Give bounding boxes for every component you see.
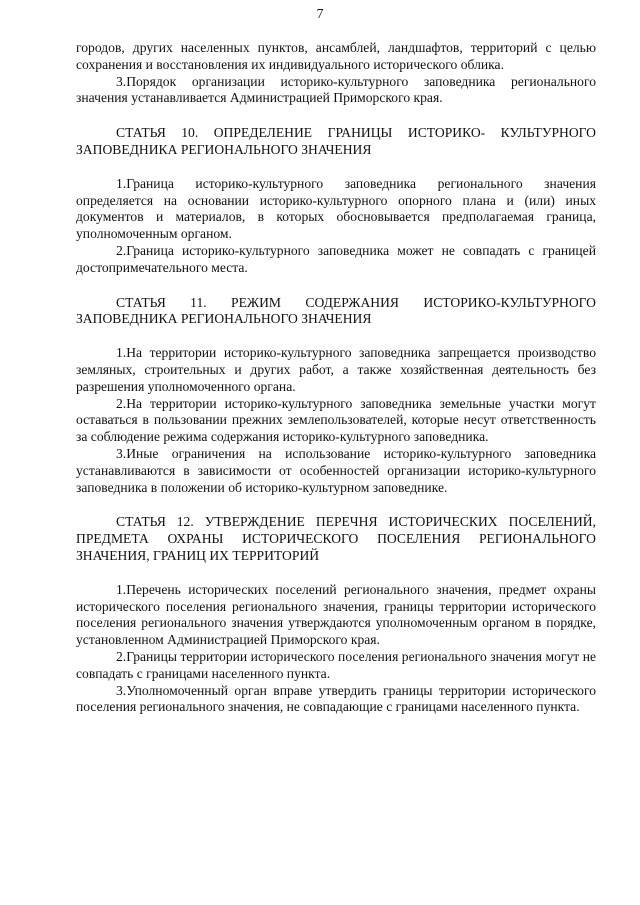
article-11 bbox=[76, 295, 596, 497]
article-11-paragraph-2: 2.На территории историко-культурного заповедника земельные участки могут оставаться в пользовании прежних землепользователей, которые несут ответственность за соблюдение режима содержания историко-культурного заповедника. bbox=[76, 395, 596, 445]
article-12-paragraph-2: 2.Границы территории исторического поселения регионального значения могут не совпадать с границами населенного пункта. bbox=[76, 648, 596, 681]
article-12-paragraph-1: 1.Перечень исторических поселений регионального значения, предмет охраны исторического поселения регионального значения, границы территории исторического поселения регионального значения утверждаются уполномоченным органом в порядке, установленном Администрацией Приморского края. bbox=[76, 581, 596, 648]
article-11-heading: СТАТЬЯ 11. РЕЖИМ СОДЕРЖАНИЯ ИСТОРИКО-КУЛЬТУРНОГО ЗАПОВЕДНИКА РЕГИОНАЛЬНОГО ЗНАЧЕНИЯ bbox=[76, 294, 596, 327]
document-body bbox=[76, 40, 596, 716]
article-11-paragraph-3: 3.Иные ограничения на использование историко-культурного заповедника устанавливаются в зависимости от особенностей организации историко-культурного заповедника в положении об историко-культурном заповеднике. bbox=[76, 445, 596, 495]
article-11-paragraph-1: 1.На территории историко-культурного заповедника запрещается производство земляных, строительных и других работ, а также хозяйственная деятельность без разрешения уполномоченного органа. bbox=[76, 345, 596, 394]
article-10-heading: СТАТЬЯ 10. ОПРЕДЕЛЕНИЕ ГРАНИЦЫ ИСТОРИКО- КУЛЬТУРНОГО ЗАПОВЕДНИКА РЕГИОНАЛЬНОГО ЗНАЧЕНИЯ bbox=[76, 125, 596, 157]
article-10-paragraph-2: 2.Граница историко-культурного заповедника может не совпадать с границей достопримечательного места. bbox=[76, 242, 596, 275]
article-12-heading: СТАТЬЯ 12. УТВЕРЖДЕНИЕ ПЕРЕЧНЯ ИСТОРИЧЕСКИХ ПОСЕЛЕНИЙ, ПРЕДМЕТА ОХРАНЫ ИСТОРИЧЕСКОГО ПОСЕЛЕНИЯ РЕГИОНАЛЬНОГО ЗНАЧЕНИЯ, ГРАНИЦ ИХ ТЕРРИТОРИЙ bbox=[76, 514, 596, 563]
intro-paragraph-2: 3.Порядок организации историко-культурного заповедника регионального значения устанавливается Администрацией Приморского края. bbox=[76, 73, 596, 106]
intro-paragraph-1: городов, других населенных пунктов, ансамблей, ландшафтов, территорий с целью сохранения и восстановления их индивидуального исторического облика. bbox=[76, 40, 596, 72]
article-12 bbox=[76, 514, 596, 716]
page-number: 7 bbox=[316, 6, 324, 21]
article-12-paragraph-3: 3.Уполномоченный орган вправе утвердить границы территории исторического поселения регионального значения, не совпадающие с границами населенного пункта. bbox=[76, 682, 596, 715]
article-10-paragraph-1: 1.Граница историко-культурного заповедника регионального значения определяется на основании историко-культурного опорного плана и (или) иных документов и материалов, в которых обосновывается предполагаемая граница, уполномоченным органом. bbox=[76, 175, 596, 242]
article-10 bbox=[76, 125, 596, 276]
